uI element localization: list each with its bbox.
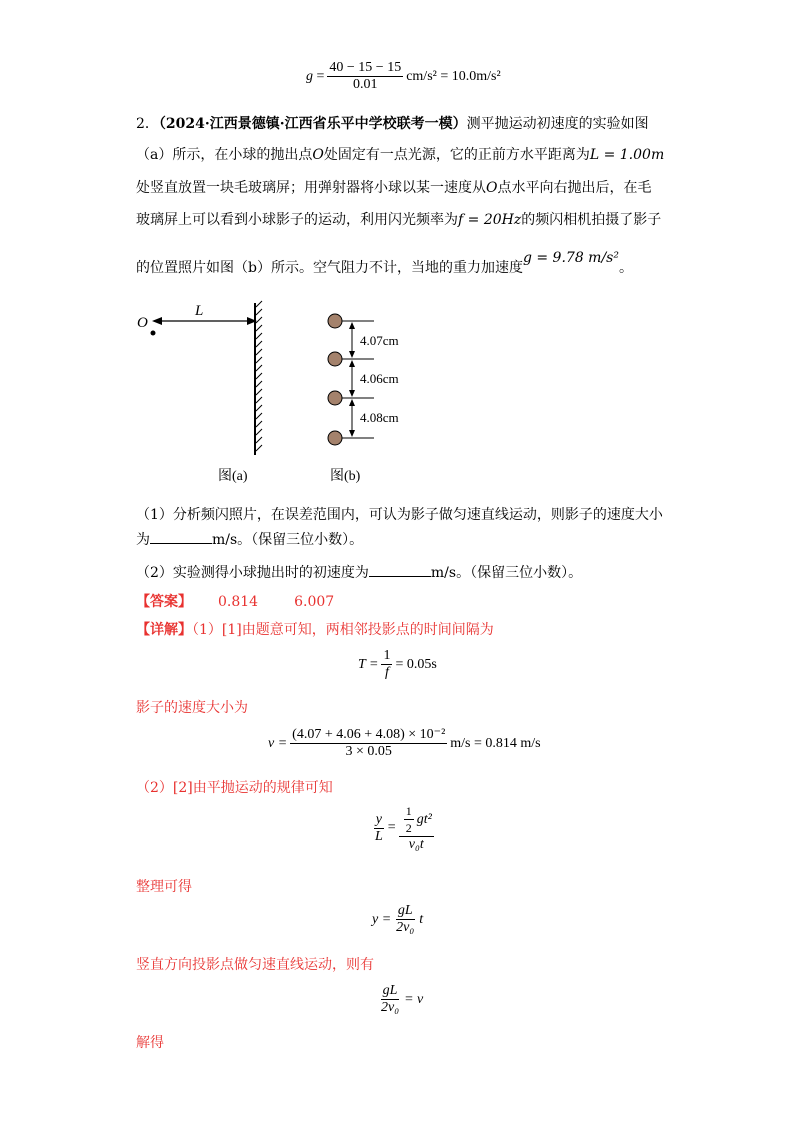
eq-t-numerator: 1	[383, 648, 391, 663]
spacing-label-2: 4.06cm	[360, 371, 399, 386]
eq-v-denominator: 3 × 0.05	[345, 744, 392, 759]
question-2-line1	[136, 114, 649, 134]
text-shadow-speed: 影子的速度大小为	[136, 700, 248, 716]
eq-g-denominator: 0.01	[353, 77, 378, 92]
q2-line5-g: g = 9.78 m/s²	[522, 250, 619, 266]
eq-y-numerator: gL	[397, 903, 413, 918]
eq-yl-fraction	[373, 812, 385, 845]
screen-hatching	[256, 301, 262, 451]
sub-question-1-line2	[136, 529, 363, 550]
eq-g-lhs: g	[306, 68, 313, 84]
eq-yl-gt2: gt²	[416, 811, 432, 827]
sub2-pre: （2）实验测得小球抛出时的初速度为	[136, 565, 369, 581]
spacing-label-1: 4.07cm	[360, 333, 399, 348]
eq-t-fraction	[381, 648, 392, 681]
answer-value-1: 0.814	[218, 594, 259, 610]
eq-yl-half-num: 1	[405, 804, 412, 818]
eq-v-rhs: m/s = 0.814 m/s	[450, 735, 541, 751]
answer-blank-1[interactable]	[150, 529, 212, 544]
q2-line2-l: L = 1.00m	[589, 147, 665, 163]
question-number: 2．	[136, 116, 159, 132]
detail-text: （1）[1]由题意可知，两相邻投影点的时间间隔为	[192, 622, 494, 638]
answer-value-2: 6.007	[294, 594, 335, 610]
equation-t	[358, 648, 437, 681]
question-2-line5	[136, 250, 633, 278]
shadow-ball-3	[328, 391, 342, 405]
figure-b-caption: 图(b)	[330, 469, 361, 484]
text-part2: （2）[2]由平抛运动的规律可知	[136, 780, 333, 796]
sub-question-2	[136, 562, 582, 583]
eq-y-lhs: y =	[372, 911, 392, 927]
eq-glv-fraction	[379, 983, 401, 1016]
shadow-ball-4	[328, 431, 342, 445]
text-solve: 解得	[136, 1035, 164, 1051]
eq-yl-big-numerator	[399, 803, 434, 837]
distance-arrow-left-head	[152, 317, 162, 325]
sub2-post: m/s。（保留三位小数）。	[430, 565, 583, 581]
eq-t-rhs: = 0.05s	[395, 656, 437, 672]
equation-y-over-l	[370, 803, 437, 853]
point-o-label: O	[137, 315, 148, 331]
detail-label: 【详解】	[136, 622, 192, 638]
equation-v	[268, 727, 541, 760]
eq-yl-numerator: y	[375, 811, 382, 827]
equation-gl-v	[376, 983, 423, 1016]
q2-line2-c: 处固定有一点光源，它的正前方水平距离为	[323, 147, 590, 163]
eq-yl-equals: =	[387, 820, 396, 835]
spacing-arrows	[349, 322, 355, 437]
answer-blank-2[interactable]	[369, 562, 431, 577]
q2-line5-a: 的位置照片如图（b）所示。空气阻力不计，当地的重力加速度	[136, 260, 523, 276]
q2-line3-c: 点水平向右抛出后，在毛	[497, 180, 652, 196]
eq-yl-half-den: 2	[405, 821, 412, 835]
eq-glv-rhs: = v	[404, 991, 424, 1007]
q2-line5-c: 。	[618, 260, 633, 276]
equation-g: g = $\frac{40 - 15 - 15}{0.01}$ cm/s² = 10.0m/s²	[306, 60, 501, 92]
shadow-ball-1	[328, 314, 342, 328]
eq-t-denominator: f	[385, 665, 389, 680]
eq-v-fraction	[290, 727, 447, 760]
sub1-pre: 为	[136, 532, 150, 548]
experiment-figure	[130, 295, 430, 490]
answer-line	[136, 592, 334, 612]
eq-yl-half	[404, 803, 414, 836]
text-rearrange: 整理可得	[136, 879, 192, 895]
q2-line4-f: f = 20Hz	[458, 212, 522, 228]
question-line1-text: 测平抛运动初速度的实验如图	[466, 116, 649, 132]
eq-t-lhs: T =	[358, 656, 379, 672]
sub-question-1-line1: （1）分析频闪照片，在误差范围内，可认为影子做匀速直线运动，则影子的速度大小	[136, 507, 663, 523]
eq-y-denominator: 2v₀	[396, 920, 415, 935]
eq-y-fraction	[394, 903, 416, 936]
eq-yl-big-fraction	[399, 803, 434, 853]
equation-y	[372, 903, 423, 936]
eq-v-lhs: v =	[268, 735, 288, 751]
text-vertical-motion: 竖直方向投影点做匀速直线运动，则有	[136, 957, 374, 973]
q2-line3-a: 处竖直放置一块毛玻璃屏；用弹射器将小球以某一速度从	[136, 180, 486, 196]
q2-line4-c: 的频闪相机拍摄了影子	[521, 212, 662, 228]
q2-line2-a: （a）所示，在小球的抛出点	[136, 147, 313, 163]
eq-g-unit: cm/s² = 10.0m/s²	[406, 68, 501, 84]
q2-line3-o: O	[486, 180, 498, 196]
answer-label: 【答案】	[136, 594, 192, 610]
shadow-ball-2	[328, 352, 342, 366]
eq-glv-numerator: gL	[382, 983, 398, 998]
q2-line4-a: 玻璃屏上可以看到小球影子的运动，利用闪光频率为	[136, 212, 458, 228]
question-2-line2	[136, 145, 664, 165]
eq-yl-big-denominator: v₀t	[408, 837, 424, 852]
spacing-label-3: 4.08cm	[360, 410, 399, 425]
eq-v-numerator: (4.07 + 4.06 + 4.08) × 10⁻²	[292, 727, 446, 742]
eq-g-fraction	[327, 60, 403, 93]
figure-a-caption: 图(a)	[218, 469, 248, 484]
question-2-line3	[136, 178, 651, 198]
eq-yl-denominator: L	[375, 828, 383, 844]
question-2-line4	[136, 210, 661, 230]
eq-g-numerator: 40 − 15 − 15	[329, 60, 402, 75]
light-source-point	[151, 331, 156, 336]
sub1-post: m/s。（保留三位小数）。	[212, 532, 364, 548]
q2-line2-o: O	[312, 147, 324, 163]
length-l-label: L	[195, 303, 204, 319]
eq-glv-denominator: 2v₀	[381, 1000, 400, 1015]
detail-line	[136, 620, 494, 640]
question-source: （2024·江西景德镇·江西省乐平中学校联考一模）	[158, 116, 467, 132]
eq-y-rhs: t	[419, 911, 424, 927]
